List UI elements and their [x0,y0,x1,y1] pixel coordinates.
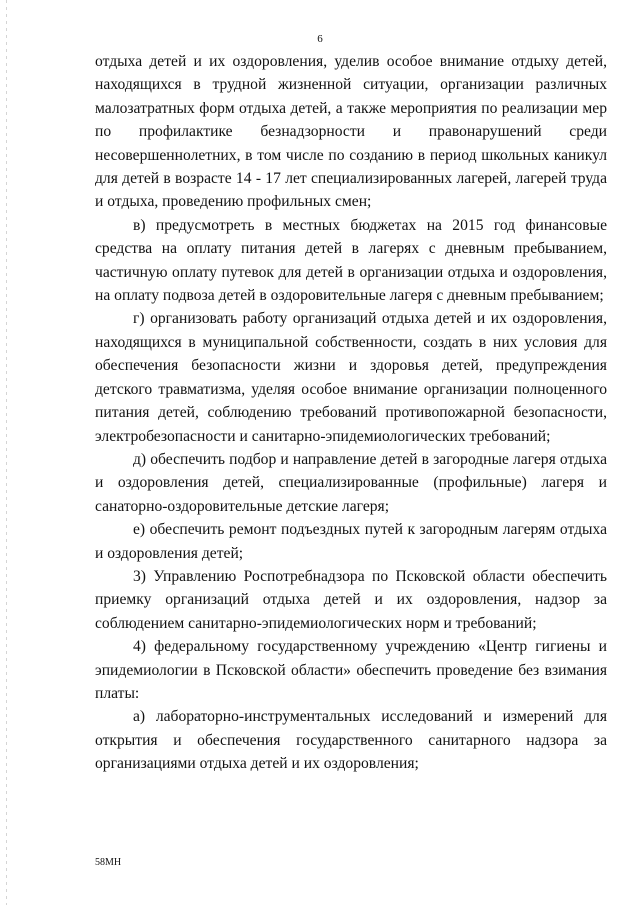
footer-document-code: 58МН [95,857,122,868]
paragraph-item-v: в) предусмотреть в местных бюджетах на 2015 год финансовые средства на оплату питания детей в лагерях с дневным пребыванием, частичную оплату путевок для детей в организации отдыха и оздоровления, на оплату подвоза детей в оздоровительные лагеря с дневным пребыванием; [95,216,607,305]
paragraph-continuation: отдыха детей и их оздоровления, уделив особое внимание отдыху детей, находящихся в трудной жизненной ситуации, организации различных малозатратных форм отдыха детей, а также мероприятия по реализации мер по профилактике безнадзорности и правонарушений среди несовершеннолетних, в том числе по созданию в период школьных каникул для детей в возрасте 14 - 17 лет специализированных лагерей, лагерей труда и отдыха, проведению профильных смен; [95,53,607,211]
paragraph-item-d: д) обеспечить подбор и направление детей в загородные лагеря отдыха и оздоровления детей, специализированные (профильные) лагеря и санаторно-оздоровительные детские лагеря; [95,450,607,515]
paragraph-item-4: 4) федеральному государственному учреждению «Центр гигиены и эпидемиологии в Псковской области» обеспечить проведение без взимания платы: [95,638,607,702]
document-body [95,50,607,776]
page-number: 6 [317,33,323,45]
paragraph-item-a: а) лабораторно-инструментальных исследований и измерений для открытия и обеспечения государственного санитарного надзора за организациями отдыха детей и их оздоровления; [95,708,607,773]
paragraph-item-3: 3) Управлению Роспотребнадзора по Псковской области обеспечить приемку организаций отдыха детей и их оздоровления, надзор за соблюдением санитарно-эпидемиологических норм и требований; [95,567,607,632]
paragraph-item-g: г) организовать работу организаций отдыха детей и их оздоровления, находящихся в муниципальной собственности, создать в них условия для обеспечения безопасности жизни и здоровья детей, предупреждения детского травматизма, уделяя особое внимание организации полноценного питания детей, соблюдению требований противопожарной безопасности, электробезопасности и санитарно-эпидемиологических требований; [95,310,607,445]
scan-edge-mark [6,0,7,905]
paragraph-item-e: е) обеспечить ремонт подъездных путей к загородным лагерям отдыха и оздоровления детей; [95,521,607,562]
